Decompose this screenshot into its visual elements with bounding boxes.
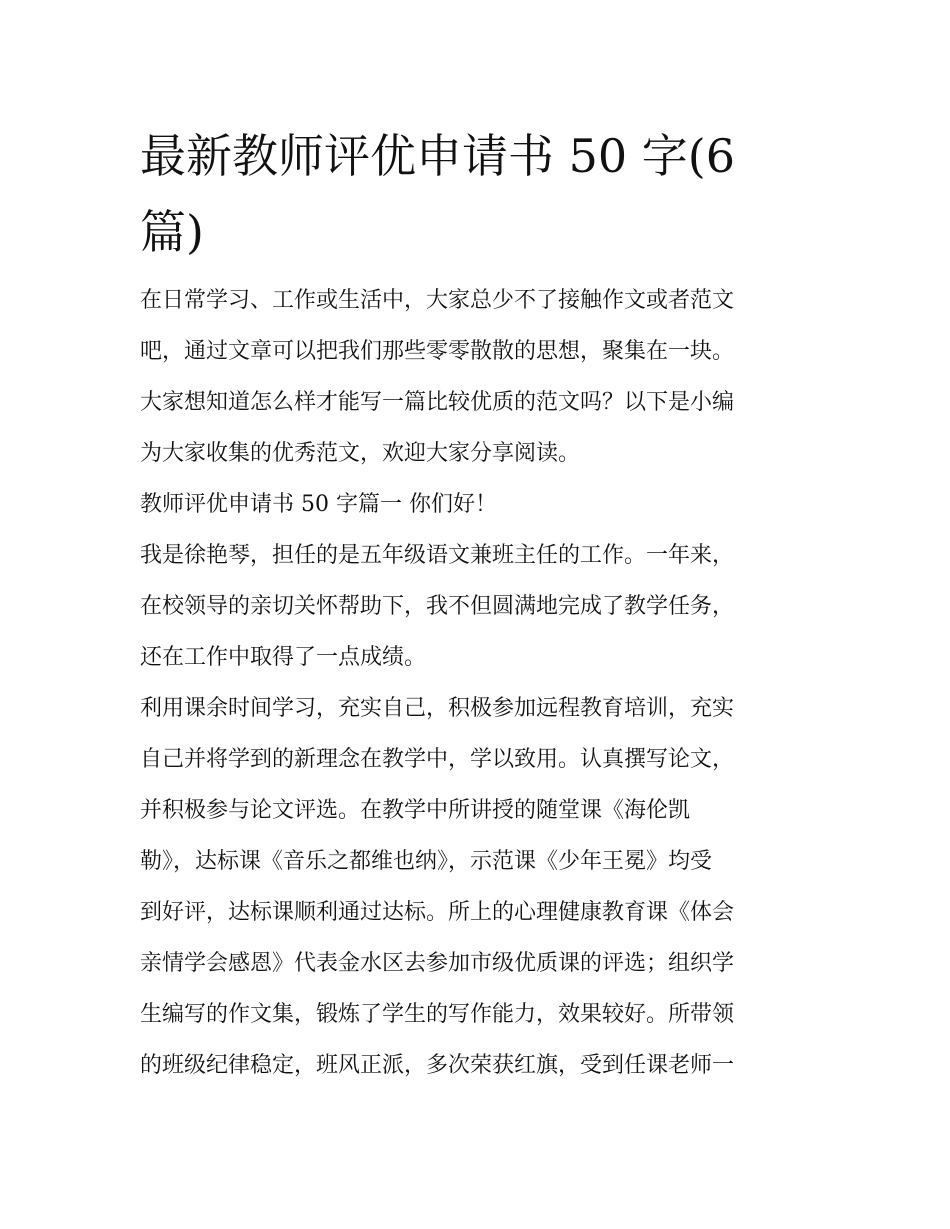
document-body	[140, 280, 830, 1096]
body-line: 为大家收集的优秀范文，欢迎大家分享阅读。	[140, 441, 581, 466]
body-line: 自己并将学到的新理念在教学中，学以致用。认真撰写论文，	[140, 747, 735, 772]
body-line: 利用课余时间学习，充实自己，积极参加远程教育培训，充实	[140, 696, 735, 721]
body-line: 亲情学会感恩》代表金水区去参加市级优质课的评选；组织学	[140, 951, 735, 976]
title-line: 最新教师评优申请书 50 字(6	[140, 129, 735, 183]
body-line: 并积极参与论文评选。在教学中所讲授的随堂课《海伦凯	[140, 798, 691, 823]
body-line: 还在工作中取得了一点成绩。	[140, 645, 427, 670]
body-line: 勒》，达标课《音乐之都维也纳》，示范课《少年王冕》均受	[140, 849, 713, 874]
body-line: 吧，通过文章可以把我们那些零零散散的思想，聚集在一块。	[140, 339, 735, 364]
body-line: 在校领导的亲切关怀帮助下，我不但圆满地完成了教学任务，	[140, 594, 735, 619]
body-line: 的班级纪律稳定，班风正派，多次荣获红旗，受到任课老师一	[140, 1053, 735, 1078]
body-line: 到好评，达标课顺利通过达标。所上的心理健康教育课《体会	[140, 900, 735, 925]
title-line: 篇)	[140, 205, 204, 259]
body-line: 生编写的作文集，锻炼了学生的写作能力，效果较好。所带领	[140, 1002, 735, 1027]
body-line: 我是徐艳琴，担任的是五年级语文兼班主任的工作。一年来，	[140, 543, 735, 568]
body-line: 大家想知道怎么样才能写一篇比较优质的范文吗？以下是小编	[140, 390, 735, 415]
body-line: 在日常学习、工作或生活中，大家总少不了接触作文或者范文	[140, 288, 735, 313]
document-title	[140, 118, 820, 270]
body-line: 教师评优申请书 50 字篇一 你们好！	[140, 492, 497, 517]
